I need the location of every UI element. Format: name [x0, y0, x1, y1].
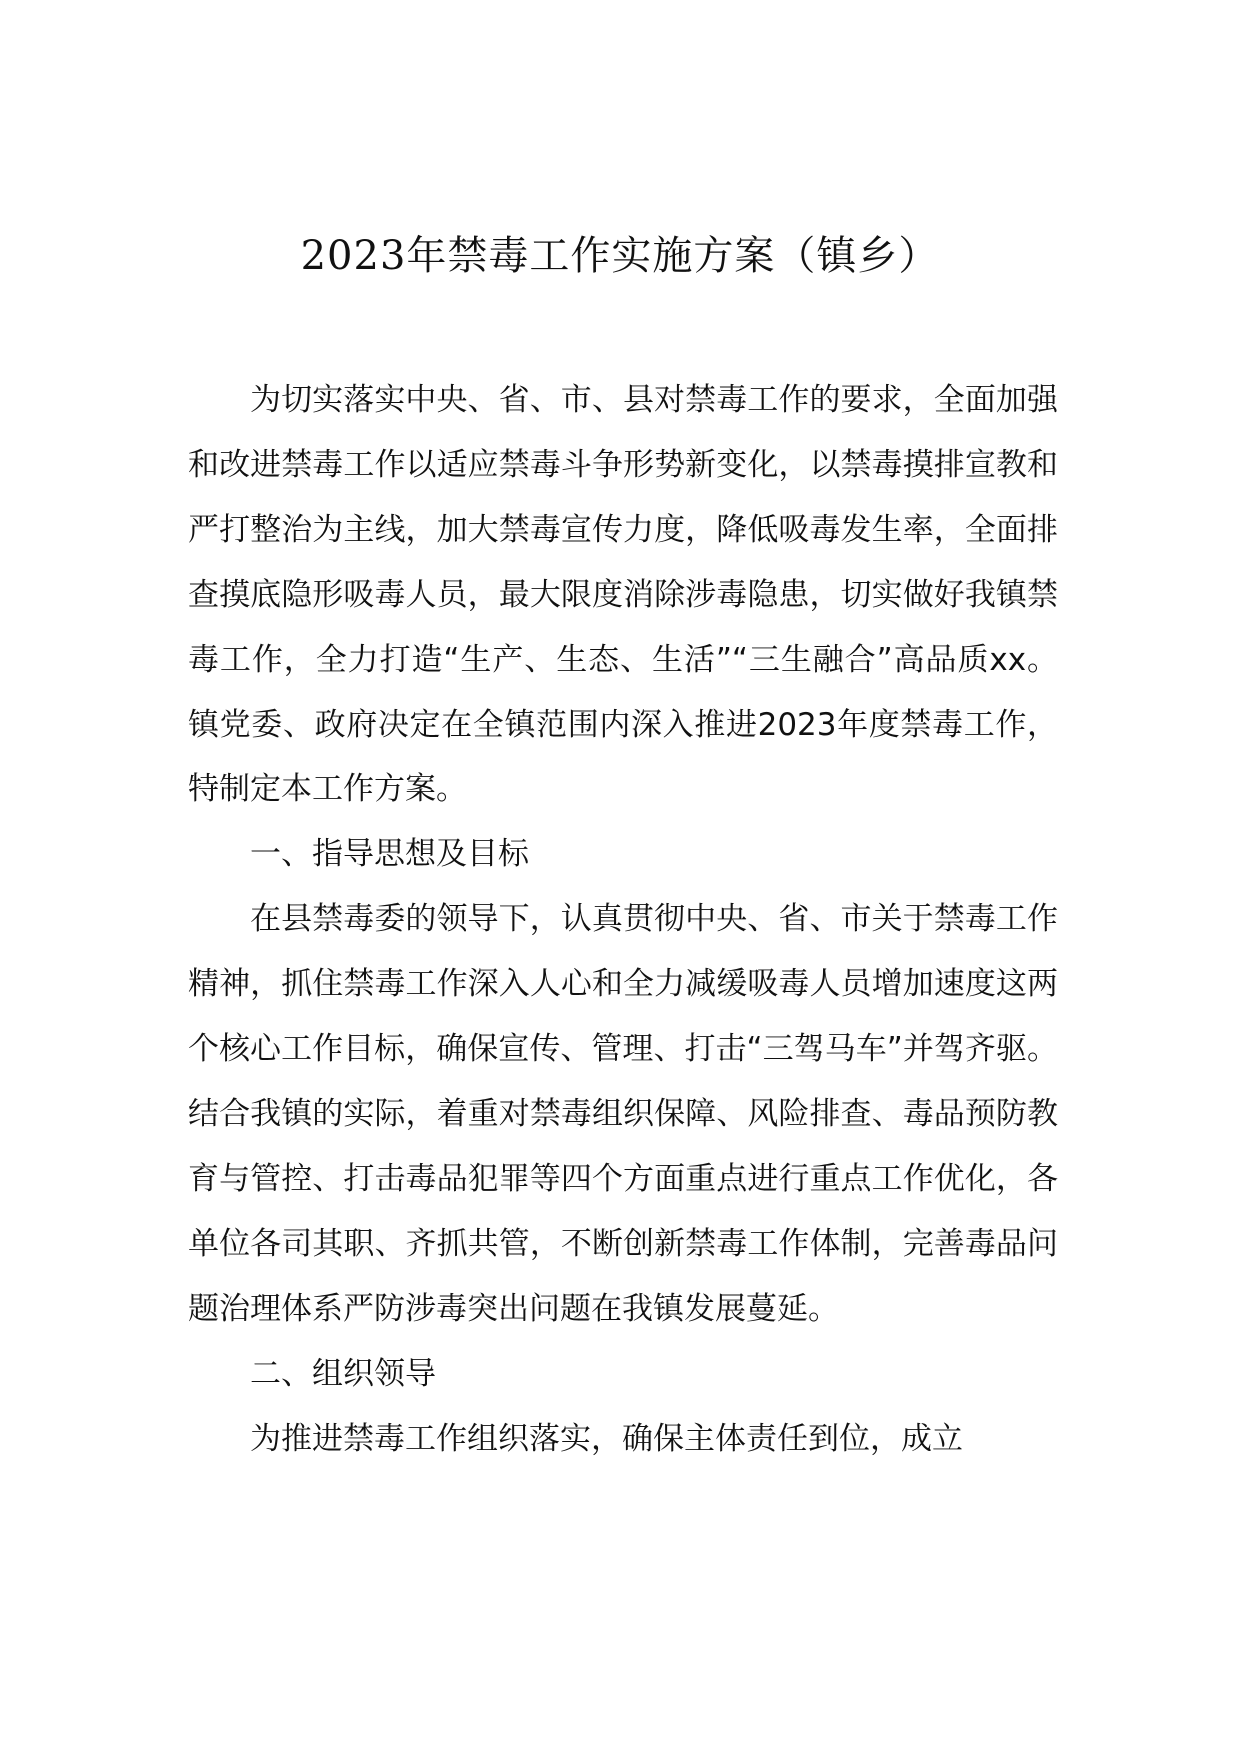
document-body: [188, 368, 1058, 1471]
organization-paragraph: 为推进禁毒工作组织落实，确保主体责任到位，成立: [250, 1420, 963, 1457]
document-title: 2023年禁毒工作实施方案（镇乡）: [300, 233, 940, 279]
section-heading-organization: 二、组织领导: [250, 1355, 436, 1392]
section-heading-guiding-ideology: 一、指导思想及目标: [250, 836, 529, 873]
intro-paragraph: 为切实落实中央、省、市、县对禁毒工作的要求，全面加强和改进禁毒工作以适应禁毒斗争形势新变化，以禁毒摸排宣教和严打整治为主线，加大禁毒宣传力度，降低吸毒发生率，全面排查摸底隐形吸毒人员，最大限度消除涉毒隐患，切实做好我镇禁毒工作，全力打造“生产、生态、生活”“三生融合”高品质xx。镇党委、政府决定在全镇范围内深入推进2023年度禁毒工作，特制定本工作方案。: [188, 382, 1058, 808]
guiding-ideology-paragraph: 在县禁毒委的领导下，认真贯彻中央、省、市关于禁毒工作精神，抓住禁毒工作深入人心和全力减缓吸毒人员增加速度这两个核心工作目标，确保宣传、管理、打击“三驾马车”并驾齐驱。结合我镇的实际，着重对禁毒组织保障、风险排查、毒品预防教育与管控、打击毒品犯罪等四个方面重点进行重点工作优化，各单位各司其职、齐抓共管，不断创新禁毒工作体制，完善毒品问题治理体系严防涉毒突出问题在我镇发展蔓延。: [188, 901, 1058, 1327]
